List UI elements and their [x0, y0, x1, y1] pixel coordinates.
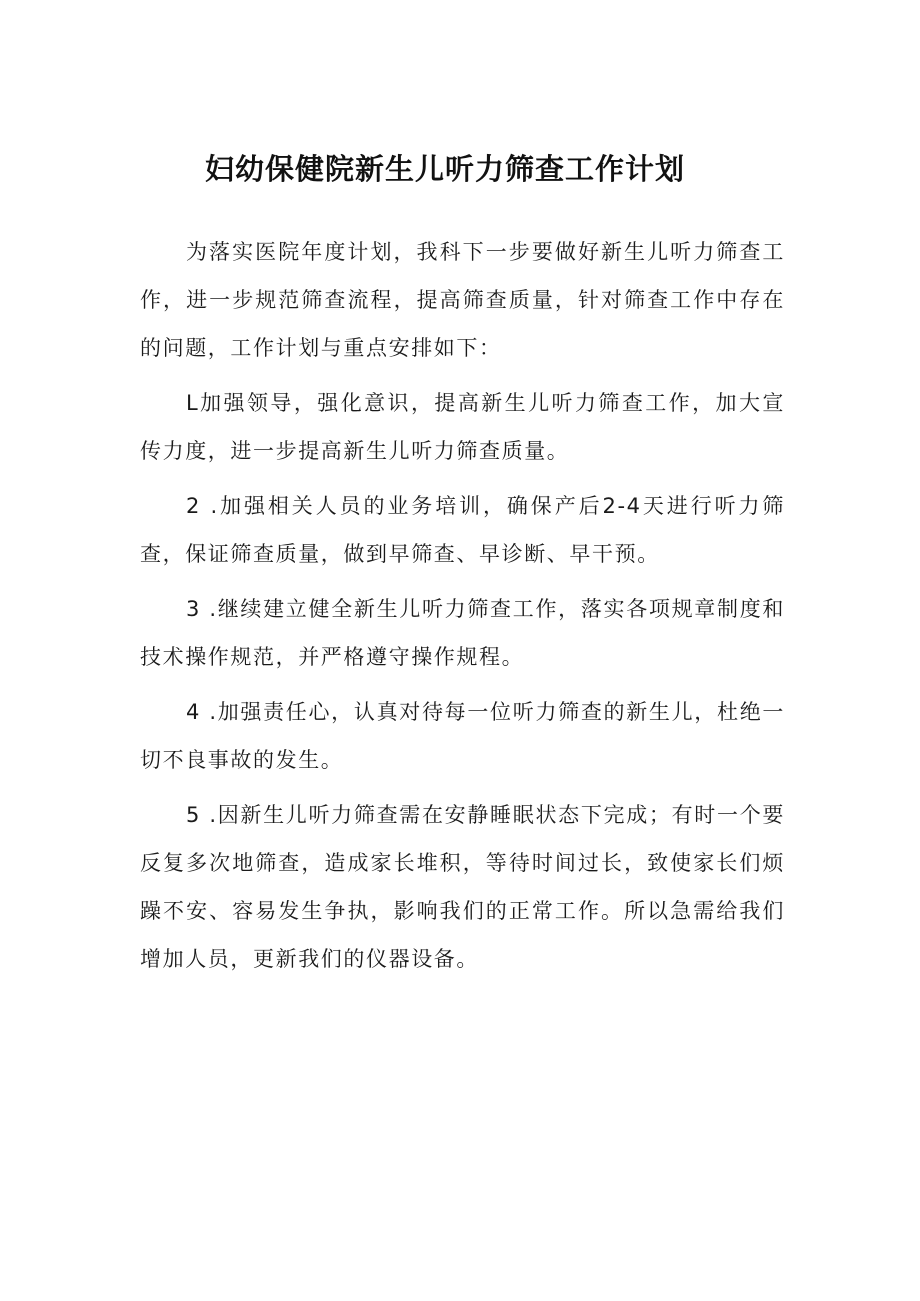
intro-paragraph: 为落实医院年度计划，我科下一步要做好新生儿听力筛查工作，进一步规范筛查流程，提高筛查质量，针对筛查工作中存在的问题，工作计划与重点安排如下：: [140, 240, 785, 360]
item-3-paragraph: 3 .继续建立健全新生儿听力筛查工作，落实各项规章制度和技术操作规范，并严格遵守操作规程。: [140, 597, 785, 669]
document-title: 妇幼保健院新生儿听力筛查工作计划: [204, 152, 685, 186]
item-2-paragraph: 2 .加强相关人员的业务培训，确保产后2-4天进行听力筛查，保证筛查质量，做到早筛查、早诊断、早干预。: [140, 494, 785, 566]
item-4-paragraph: 4 .加强责任心，认真对待每一位听力筛查的新生儿，杜绝一切不良事故的发生。: [140, 700, 785, 772]
item-5-paragraph: 5 .因新生儿听力筛查需在安静睡眠状态下完成；有时一个要反复多次地筛查，造成家长堆积，等待时间过长，致使家长们烦躁不安、容易发生争执，影响我们的正常工作。所以急需给我们增加人员，更新我们的仪器设备。: [140, 803, 785, 971]
document-body: [140, 228, 785, 990]
item-1-paragraph: L加强领导，强化意识，提高新生儿听力筛查工作，加大宣传力度，进一步提高新生儿听力筛查质量。: [140, 391, 785, 463]
